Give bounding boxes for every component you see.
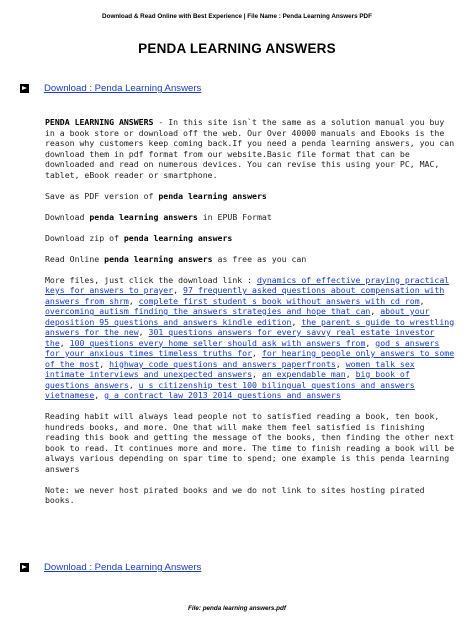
save-pdf-prefix: Save as PDF version of: [45, 190, 159, 201]
download-link-top[interactable]: [20, 83, 201, 94]
related-file-link[interactable]: big book of questions answers: [45, 369, 410, 390]
read-online-keyword: penda learning answers: [104, 253, 213, 264]
related-file-link[interactable]: 97 frequently asked questions about compensation with answers from shrm: [45, 285, 445, 306]
intro-paragraph: [45, 117, 457, 180]
more-files-paragraph: [45, 275, 457, 401]
read-online-prefix: Read Online: [45, 253, 105, 264]
related-file-link[interactable]: 301 questions answers for every savvy real estate investor the: [45, 327, 435, 348]
epub-suffix: in EPUB Format: [197, 211, 272, 222]
zip-prefix: Download zip of: [45, 232, 124, 243]
related-file-link[interactable]: dynamics of effective praying practical keys for answers to prayer: [45, 274, 450, 295]
related-file-link[interactable]: the parent s guide to wrestling answers for the new: [45, 316, 455, 337]
more-files-prefix: More files, just click the download link :: [45, 274, 257, 285]
page-header: Download & Read Online with Best Experience | File Name : Penda Learning Answers PDF: [102, 13, 372, 20]
related-file-link[interactable]: g a contract law 2013 2014 questions and answers: [104, 390, 341, 400]
related-file-link[interactable]: complete first student s book without answers with cd rom: [138, 295, 420, 306]
save-pdf-keyword: penda learning answers: [158, 190, 267, 201]
zip-keyword: penda learning answers: [123, 232, 233, 243]
reading-habit-paragraph: Reading habit will always lead people not to satisfied reading a book, ten book, hundreds books, and more. One that will make them feel satisfied is finishing reading this book and getting the message of the books, then finding the other next book to read. It continues more and more. The time to finish reading a book will be always various depending on spar time to spend; one example is this penda learning answers: [45, 411, 455, 474]
epub-prefix: Download: [45, 211, 90, 222]
intro-text: - In this site isn`t the same as a solution manual you buy in a book store or download off the web. Our Over 40000 manuals and Ebooks is the reason why customers keep coming back.If you need a penda learning answers, you can download them in pdf format from our website.Basic file format that can be downloaded and read on numerous devices. You can revise this using your PC, MAC, tablet, eBook reader or smartphone.: [45, 117, 455, 180]
related-file-link[interactable]: for hearing people only answers to some of the most: [45, 348, 455, 369]
related-file-link[interactable]: an expendable man: [261, 369, 346, 379]
save-pdf-line: [45, 191, 457, 202]
related-file-link[interactable]: highway code questions and answers paperfronts: [109, 358, 336, 369]
read-online-suffix: as free as you can: [212, 253, 307, 264]
download-link-text[interactable]: Download : Penda Learning Answers: [44, 562, 202, 573]
related-file-link[interactable]: women talk sex intimate interviews and unexpected answers: [45, 358, 415, 379]
download-epub-line: [45, 212, 457, 223]
download-zip-line: [45, 233, 457, 244]
note-paragraph: Note: we never host pirated books and we do not link to sites hosting pirated books.: [45, 484, 425, 505]
related-file-link[interactable]: overcoming autism finding the answers strategies and hope that can: [45, 306, 371, 316]
related-file-link[interactable]: 100 questions every home seller should ask with answers from: [69, 337, 366, 348]
download-link-bottom[interactable]: [20, 562, 201, 573]
page-footer: File: penda learning answers.pdf: [188, 605, 286, 612]
document-title: PENDA LEARNING ANSWERS: [138, 41, 336, 56]
play-arrow-icon: [20, 563, 29, 572]
read-online-line: [45, 254, 457, 265]
download-link-text[interactable]: Download : Penda Learning Answers: [44, 83, 202, 94]
play-arrow-icon: [20, 84, 29, 93]
more-files-links: dynamics of effective praying practical keys for answers to prayer, 97 frequently asked questions about compensation with answers from shrm, complete first student s book without answers with cd rom, overcoming autism finding the answers strategies and hope that can, about your deposition 95 questions and answers kindle edition, the parent s guide to wrestling answers for the new, 301 questions answers for every savvy real estate investor the, 100 questions every home seller should ask with answers from, god s answers for your anxious times timeless truths for, for hearing people only answers to some of the most, highway code questions and answers paperfronts, women talk sex intimate interviews and unexpected answers, an expendable man, big book of questions answers, u s citizenship test 100 bilingual questions and answers vietnamese, g a contract law 2013 2014 questions and answers: [45, 274, 455, 400]
epub-keyword: penda learning answers: [89, 211, 198, 222]
related-file-link[interactable]: god s answers for your anxious times timeless truths for: [45, 337, 440, 358]
document-body: [45, 117, 457, 516]
related-file-link[interactable]: about your deposition 95 questions and answers kindle edition: [45, 306, 430, 327]
related-file-link[interactable]: u s citizenship test 100 bilingual questions and answers vietnamese: [45, 379, 415, 400]
intro-keyword: PENDA LEARNING ANSWERS: [45, 117, 154, 127]
